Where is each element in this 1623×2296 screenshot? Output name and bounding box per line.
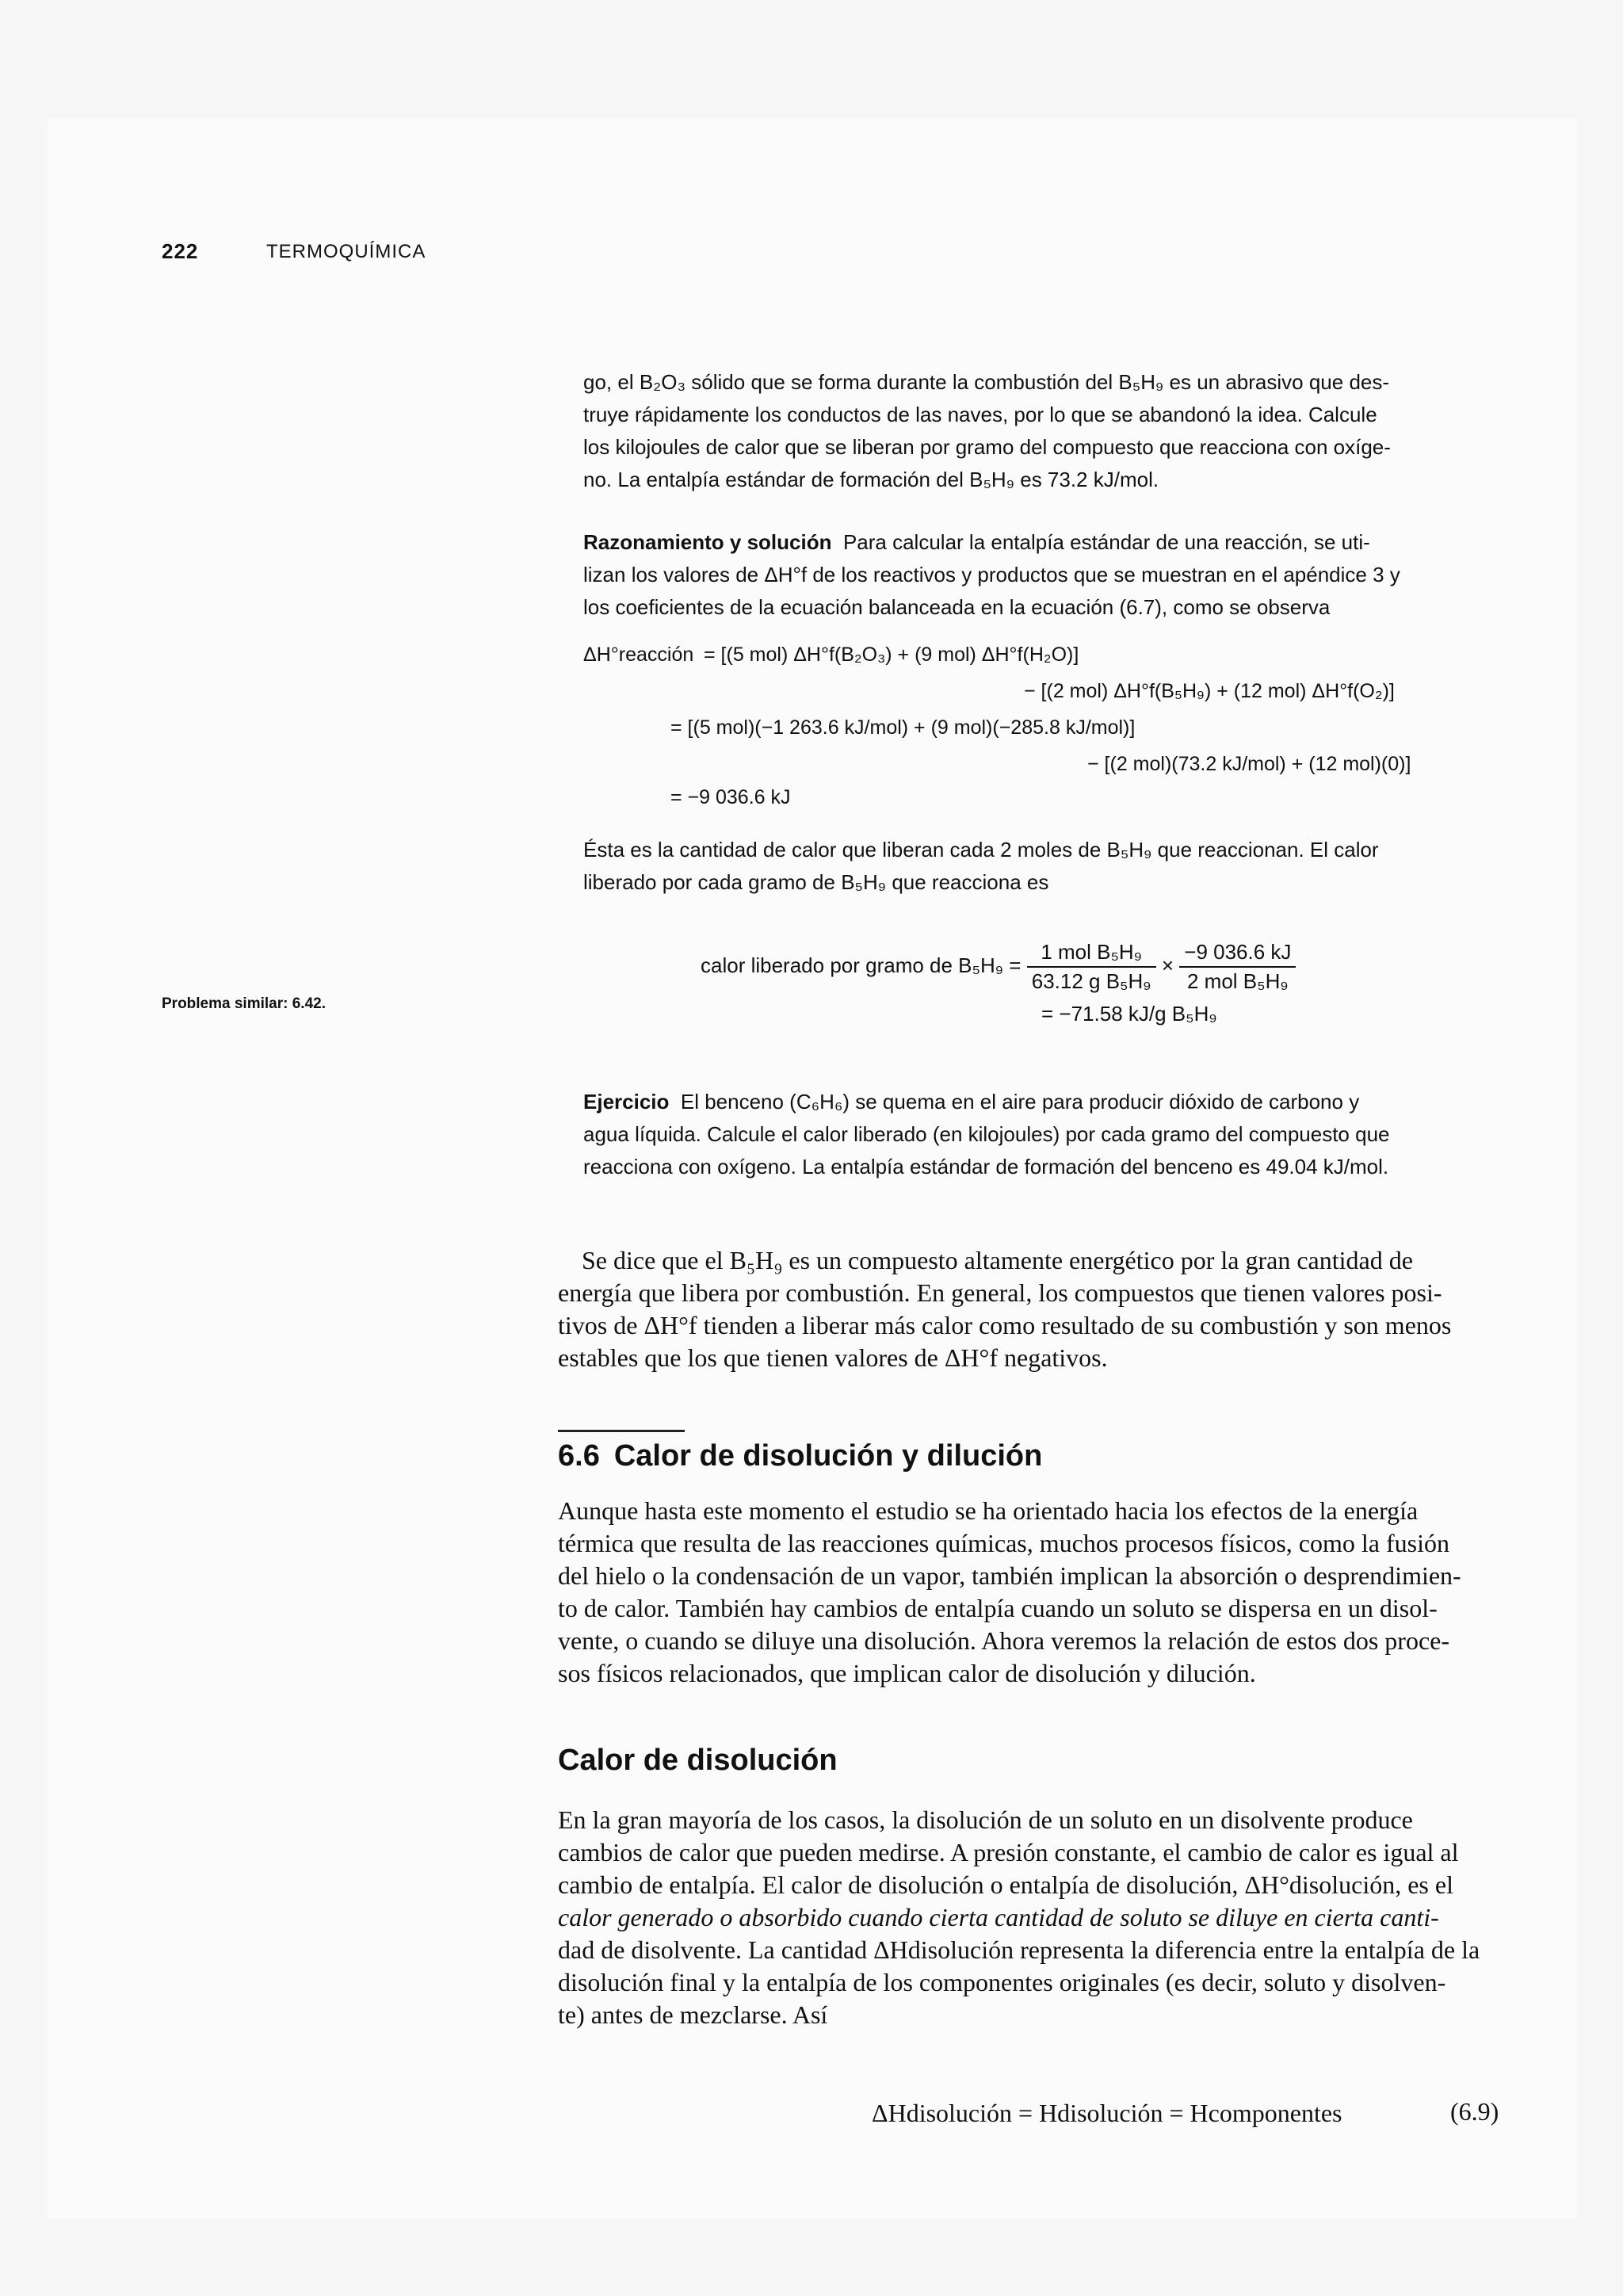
text-line: disolución final y la entalpía de los componentes originales (es decir, soluto y disolven-: [558, 1968, 1446, 1996]
exercise-label: Ejercicio: [583, 1090, 670, 1114]
text-line: agua líquida. Calcule el calor liberado (en kilojoules) por cada gramo del compuesto que: [583, 1122, 1390, 1146]
text-line: reacciona con oxígeno. La entalpía estándar de formación del benceno es 49.04 kJ/mol.: [583, 1155, 1389, 1179]
heat-explanation: [583, 834, 1471, 899]
problem-statement: [583, 366, 1471, 496]
text-line: En la gran mayoría de los casos, la disolución de un soluto en un disolvente produce: [558, 1805, 1413, 1834]
running-title: TERMOQUÍMICA: [266, 241, 426, 262]
text-line: sos físicos relacionados, que implican calor de disolución y dilución.: [558, 1659, 1256, 1687]
discussion-paragraph: [558, 1244, 1501, 1374]
enthalpy-equation: ΔHdisolución = Hdisolución = Hcomponentes: [872, 2099, 1342, 2127]
equation-lhs: ΔH°reacción: [583, 644, 694, 666]
section-rule: [558, 1430, 685, 1432]
subsection-heading: Calor de disolución: [558, 1744, 838, 1777]
fraction-1-numerator: 1 mol B₅H₉: [1027, 940, 1156, 968]
page-number: 222: [162, 239, 199, 263]
similar-problem-note: Problema similar: 6.42.: [162, 995, 326, 1012]
text-line: tivos de ΔH°f tienden a liberar más calor como resultado de su combustión y son menos: [558, 1311, 1452, 1339]
equation-line-5: = −9 036.6 kJ: [670, 786, 791, 808]
text-line: dad de disolvente. La cantidad ΔHdisolución representa la diferencia entre la entalpía de la: [558, 1935, 1480, 1964]
section-paragraph: [558, 1495, 1501, 1690]
text-line: los coeficientes de la ecuación balanceada en la ecuación (6.7), como se observa: [583, 595, 1331, 619]
fraction-2: [1179, 940, 1296, 994]
text-line: liberado por cada gramo de B₅H₉ que reacciona es: [583, 870, 1049, 894]
text-line: del hielo o la condensación de un vapor, también implican la absorción o desprendimien-: [558, 1561, 1461, 1590]
text-line: go, el B₂O₃ sólido que se forma durante la combustión del B₅H₉ es un abrasivo que des-: [583, 370, 1390, 394]
text-line: los kilojoules de calor que se liberan por gramo del compuesto que reacciona con oxíge-: [583, 435, 1391, 459]
heat-per-gram-result: = −71.58 kJ/g B₅H₉: [1041, 1002, 1217, 1026]
times-sign: ×: [1161, 953, 1174, 977]
text-line: lizan los valores de ΔH°f de los reactivos y productos que se muestran en el apéndice 3 y: [583, 563, 1400, 586]
equation-line-1: = [(5 mol) ΔH°f(B₂O₃) + (9 mol) ΔH°f(H₂O)]: [704, 644, 1079, 666]
subsection-paragraph: [558, 1804, 1501, 2031]
text-line: Aunque hasta este momento el estudio se ha orientado hacia los efectos de la energía: [558, 1496, 1419, 1525]
section-heading: [558, 1439, 1042, 1473]
text-line: calor generado o absorbido cuando cierta cantidad de soluto se diluye en cierta canti-: [558, 1903, 1439, 1931]
text-line: no. La entalpía estándar de formación del B₅H₉ es 73.2 kJ/mol.: [583, 468, 1159, 491]
section-number: 6.6: [558, 1439, 600, 1473]
text-line: energía que libera por combustión. En general, los compuestos que tienen valores posi-: [558, 1278, 1442, 1307]
equation-number: (6.9): [1450, 2097, 1499, 2126]
fraction-2-numerator: −9 036.6 kJ: [1179, 940, 1296, 968]
equation-line-4: − [(2 mol)(73.2 kJ/mol) + (12 mol)(0)]: [1087, 753, 1411, 775]
text-line: térmica que resulta de las reacciones químicas, muchos procesos físicos, como la fusión: [558, 1529, 1449, 1557]
text-line: to de calor. También hay cambios de entalpía cuando un soluto se dispersa en un disol-: [558, 1594, 1438, 1622]
section-title: Calor de disolución y dilución: [613, 1439, 1043, 1473]
heat-per-gram-lhs: calor liberado por gramo de B₅H₉ =: [701, 953, 1022, 977]
fraction-1: [1027, 940, 1156, 994]
text-line: estables que los que tienen valores de ΔH°f negativos.: [558, 1343, 1108, 1372]
fraction-1-denominator: 63.12 g B₅H₉: [1031, 969, 1151, 993]
text-line: cambio de entalpía. El calor de disolución o entalpía de disolución, ΔH°disolución, es el: [558, 1870, 1453, 1899]
heat-per-gram-equation: [701, 940, 1296, 994]
exercise-block: [583, 1086, 1471, 1183]
text-line: Se dice que el B₅H₉ es un compuesto altamente energético por la gran cantidad de: [582, 1246, 1413, 1274]
text-line: vente, o cuando se diluye una disolución. Ahora veremos la relación de estos dos proce-: [558, 1626, 1449, 1655]
text-line: Ésta es la cantidad de calor que liberan cada 2 moles de B₅H₉ que reaccionan. El calor: [583, 838, 1379, 861]
text-line: Razonamiento y solución Para calcular la entalpía estándar de una reacción, se uti-: [583, 530, 1370, 554]
text-line: cambios de calor que pueden medirse. A presión constante, el cambio de calor es igual al: [558, 1838, 1459, 1866]
text-line: Ejercicio El benceno (C₆H₆) se quema en el aire para producir dióxido de carbono y: [583, 1090, 1360, 1114]
equation-line-2: − [(2 mol) ΔH°f(B₅H₉) + (12 mol) ΔH°f(O₂)]: [1024, 680, 1395, 702]
text-line: te) antes de mezclarse. Así: [558, 2000, 828, 2029]
text-line: truye rápidamente los conductos de las naves, por lo que se abandonó la idea. Calcule: [583, 403, 1377, 426]
reasoning-label: Razonamiento y solución: [583, 530, 832, 554]
equation-line-3: = [(5 mol)(−1 263.6 kJ/mol) + (9 mol)(−285.8 kJ/mol)]: [670, 716, 1136, 739]
fraction-2-denominator: 2 mol B₅H₉: [1186, 969, 1289, 993]
reasoning-block: [583, 526, 1471, 624]
